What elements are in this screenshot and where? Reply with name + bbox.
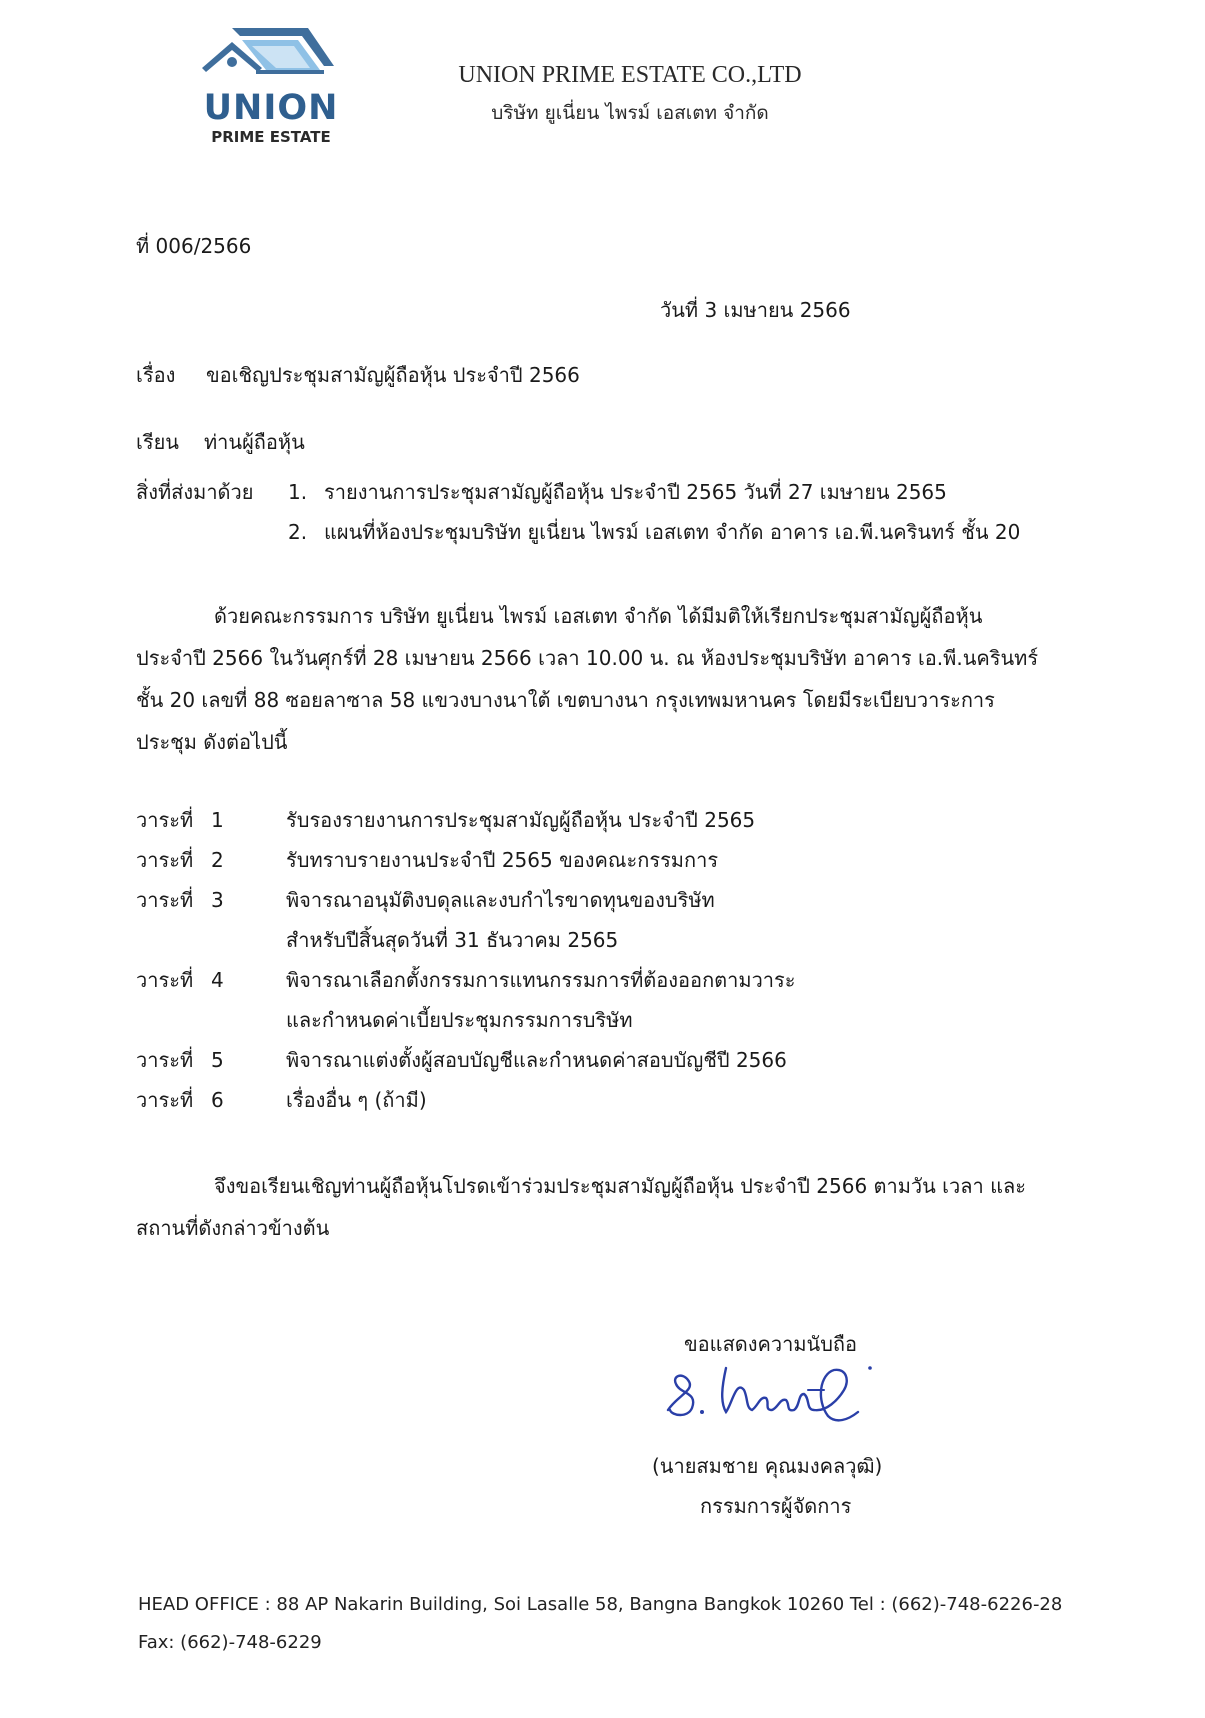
footer-fax: Fax: (662)-748-6229 xyxy=(138,1632,322,1653)
agenda-item-text: รับรองรายงานการประชุมสามัญผู้ถือหุ้น ประจำปี 2565 xyxy=(286,808,756,832)
company-name-th: บริษัท ยูเนี่ยน ไพรม์ เอสเตท จำกัด xyxy=(491,102,769,124)
regards-text: ขอแสดงความนับถือ xyxy=(684,1332,858,1356)
agenda-number: 4 xyxy=(211,968,224,992)
agenda-item-text: พิจารณาแต่งตั้งผู้สอบบัญชีและกำหนดค่าสอบบัญชีปี 2566 xyxy=(286,1048,787,1072)
agenda-label: วาระที่ xyxy=(136,808,194,832)
intro-line: ประชุม ดังต่อไปนี้ xyxy=(136,730,288,754)
enclosure-item: แผนที่ห้องประชุมบริษัท ยูเนี่ยน ไพรม์ เอสเตท จำกัด อาคาร เอ.พี.นครินทร์ ชั้น 20 xyxy=(324,520,1021,544)
closing-line: สถานที่ดังกล่าวข้างต้น xyxy=(136,1216,330,1240)
agenda-label: วาระที่ xyxy=(136,1048,194,1072)
agenda-label: วาระที่ xyxy=(136,968,194,992)
subject-text: ขอเชิญประชุมสามัญผู้ถือหุ้น ประจำปี 2566 xyxy=(206,363,580,387)
intro-line: ด้วยคณะกรรมการ บริษัท ยูเนี่ยน ไพรม์ เอสเตท จำกัด ได้มีมติให้เรียกประชุมสามัญผู้ถือหุ้น xyxy=(214,604,983,628)
enclosure-num: 1. xyxy=(288,480,308,504)
enclosure-item: รายงานการประชุมสามัญผู้ถือหุ้น ประจำปี 2565 วันที่ 27 เมษายน 2565 xyxy=(324,480,947,504)
closing-line: จึงขอเรียนเชิญท่านผู้ถือหุ้นโปรดเข้าร่วมประชุมสามัญผู้ถือหุ้น ประจำปี 2566 ตามวัน เวลา และ xyxy=(214,1174,1026,1198)
agenda-item-text: พิจารณาอนุมัติงบดุลและงบกำไรขาดทุนของบริษัท xyxy=(286,888,715,912)
agenda-item-text: พิจารณาเลือกตั้งกรรมการแทนกรรมการที่ต้องออกตามวาระ xyxy=(286,968,796,992)
logo-wordmark: UNION xyxy=(203,88,339,128)
agenda-label: วาระที่ xyxy=(136,848,194,872)
company-logo xyxy=(196,22,346,150)
enclosures-label: สิ่งที่ส่งมาด้วย xyxy=(136,480,254,504)
to-text: ท่านผู้ถือหุ้น xyxy=(204,430,305,454)
footer-address: HEAD OFFICE : 88 AP Nakarin Building, Soi Lasalle 58, Bangna Bangkok 10260 Tel : (662)-748-6226-28 xyxy=(138,1594,1063,1615)
letter-date: วันที่ 3 เมษายน 2566 xyxy=(660,298,851,322)
intro-line: ประจำปี 2566 ในวันศุกร์ที่ 28 เมษายน 2566 เวลา 10.00 น. ณ ห้องประชุมบริษัท อาคาร เอ.พี.นครินทร์ xyxy=(136,646,1039,670)
agenda-number: 3 xyxy=(211,888,224,912)
company-name-en: UNION PRIME ESTATE CO.,LTD xyxy=(458,62,802,88)
agenda-number: 1 xyxy=(211,808,224,832)
handwritten-signature-icon xyxy=(648,1350,888,1430)
agenda-item-text: และกำหนดค่าเบี้ยประชุมกรรมการบริษัท xyxy=(286,1008,633,1032)
agenda-item-text: เรื่องอื่น ๆ (ถ้ามี) xyxy=(286,1088,427,1112)
agenda-number: 2 xyxy=(211,848,224,872)
signatory-name: (นายสมชาย คุณมงคลวุฒิ) xyxy=(652,1454,883,1478)
agenda-label: วาระที่ xyxy=(136,1088,194,1112)
agenda-number: 5 xyxy=(211,1048,224,1072)
agenda-item-text: รับทราบรายงานประจำปี 2565 ของคณะกรรมการ xyxy=(286,848,719,872)
intro-line: ชั้น 20 เลขที่ 88 ซอยลาซาล 58 แขวงบางนาใต้ เขตบางนา กรุงเทพมหานคร โดยมีระเบียบวาระการ xyxy=(136,688,995,712)
signatory-position: กรรมการผู้จัดการ xyxy=(700,1494,852,1518)
enclosure-num: 2. xyxy=(288,520,308,544)
to-label: เรียน xyxy=(136,430,179,454)
letter-ref: ที่ 006/2566 xyxy=(136,234,252,258)
house-roof-logo-icon xyxy=(196,22,346,92)
agenda-label: วาระที่ xyxy=(136,888,194,912)
logo-subtitle: PRIME ESTATE xyxy=(211,128,331,146)
subject-label: เรื่อง xyxy=(136,363,176,387)
agenda-item-text: สำหรับปีสิ้นสุดวันที่ 31 ธันวาคม 2565 xyxy=(286,928,619,952)
agenda-number: 6 xyxy=(211,1088,224,1112)
